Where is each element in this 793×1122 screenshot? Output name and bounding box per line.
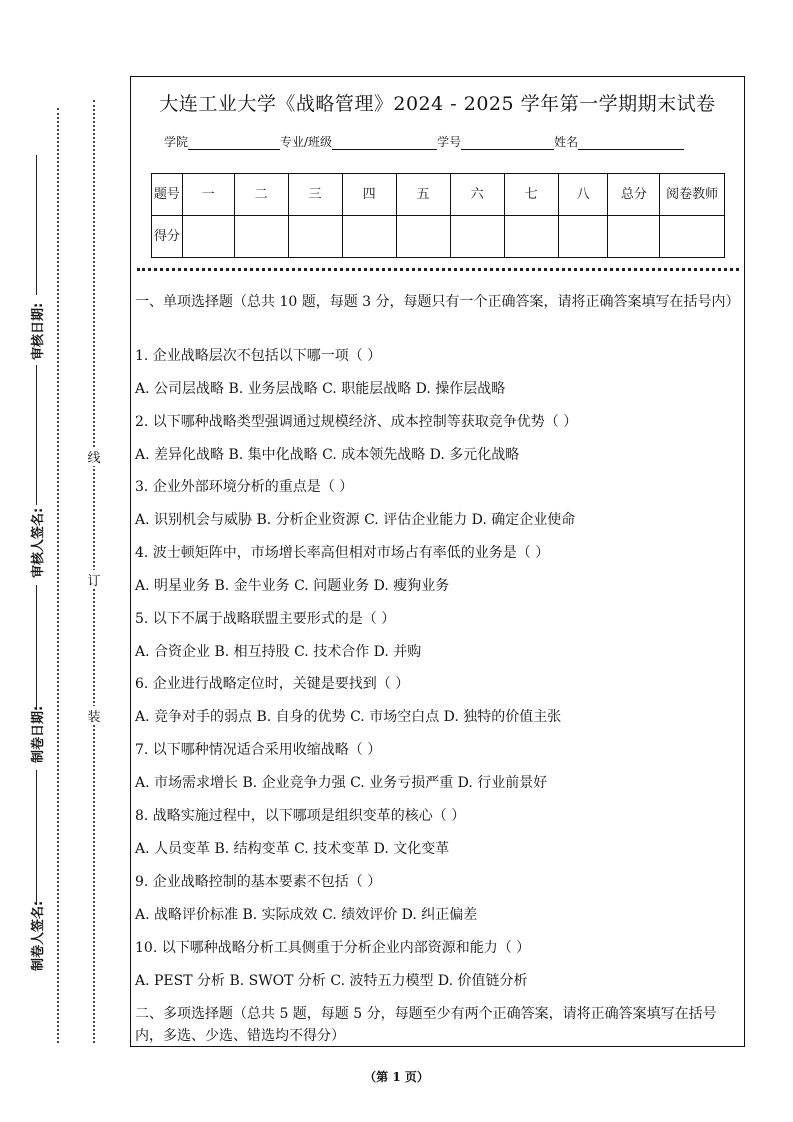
section1-heading: 一、单项选择题（总共 10 题，每题 3 分，每题只有一个正确答案，请将正确答案填写在括号内） xyxy=(135,294,740,310)
score-cell-8[interactable] xyxy=(558,216,608,258)
binding-dotted-line-outer xyxy=(57,108,59,1043)
exam-frame xyxy=(130,76,745,1047)
col-4: 四 xyxy=(342,174,396,216)
score-cell-5[interactable] xyxy=(396,216,450,258)
question-3: 3. 企业外部环境分析的重点是（ ） xyxy=(135,479,354,495)
question-6: 6. 企业进行战略定位时，关键是要找到（ ） xyxy=(135,676,410,692)
college-blank[interactable] xyxy=(188,136,280,150)
student-info-row xyxy=(164,133,684,150)
score-cell-3[interactable] xyxy=(288,216,342,258)
score-cell-1[interactable] xyxy=(182,216,234,258)
question-5: 5. 以下不属于战略联盟主要形式的是（ ） xyxy=(135,611,396,627)
section2-heading: 二、多项选择题（总共 5 题，每题 5 分，每题至少有两个正确答案，请将正确答案填写在括号内，多选、少选、错选均不得分） xyxy=(135,1006,717,1044)
question-10: 10. 以下哪种战略分析工具侧重于分析企业内部资源和能力（ ） xyxy=(135,940,531,956)
question-4: 4. 波士顿矩阵中，市场增长率高但相对市场占有率低的业务是（ ） xyxy=(135,545,550,561)
col-6: 六 xyxy=(450,174,504,216)
options-5: A. 合资企业 B. 相互持股 C. 技术合作 D. 并购 xyxy=(135,644,422,660)
signature-line-audit-date xyxy=(36,155,37,295)
options-2: A. 差异化战略 B. 集中化战略 C. 成本领先战略 D. 多元化战略 xyxy=(135,447,520,463)
binding-word-mount: 装 xyxy=(84,706,104,725)
score-cell-2[interactable] xyxy=(234,216,288,258)
options-6: A. 竞争对手的弱点 B. 自身的优势 C. 市场空白点 D. 独特的价值主张 xyxy=(135,709,562,725)
page-number: （第 1 页） xyxy=(364,1070,429,1084)
score-table xyxy=(151,173,725,258)
question-number-label: 题号 xyxy=(152,174,183,216)
question-2: 2. 以下哪种战略类型强调通过规模经济、成本控制等获取竞争优势（ ） xyxy=(135,414,578,430)
field-label-student-id: 学号 xyxy=(437,135,462,149)
score-label: 得分 xyxy=(152,216,183,258)
question-1: 1. 企业战略层次不包括以下哪一项（ ） xyxy=(135,348,382,364)
col-grader: 阅卷教师 xyxy=(660,174,725,216)
name-blank[interactable] xyxy=(578,136,684,150)
col-total: 总分 xyxy=(608,174,660,216)
question-8: 8. 战略实施过程中，以下哪项是组织变革的核心（ ） xyxy=(135,808,466,824)
col-5: 五 xyxy=(396,174,450,216)
col-8: 八 xyxy=(558,174,608,216)
audit-date-label: 审核日期: xyxy=(31,302,46,360)
field-label-major-class: 专业/班级 xyxy=(280,135,333,149)
options-4: A. 明星业务 B. 金牛业务 C. 问题业务 D. 瘦狗业务 xyxy=(135,578,450,594)
prep-date-label: 制卷日期: xyxy=(31,705,46,763)
score-cell-7[interactable] xyxy=(504,216,558,258)
col-7: 七 xyxy=(504,174,558,216)
score-cell-total[interactable] xyxy=(608,216,660,258)
preparer-signature-label: 制卷人签名: xyxy=(31,900,46,971)
signature-line-auditor xyxy=(36,365,37,505)
score-cell-4[interactable] xyxy=(342,216,396,258)
signature-line-prep-date xyxy=(36,585,37,710)
score-table-score-row xyxy=(152,216,725,258)
question-9: 9. 企业战略控制的基本要素不包括（ ） xyxy=(135,874,382,890)
options-10: A. PEST 分析 B. SWOT 分析 C. 波特五力模型 D. 价值链分析 xyxy=(135,973,528,989)
question-7: 7. 以下哪种情况适合采用收缩战略（ ） xyxy=(135,742,382,758)
score-cell-6[interactable] xyxy=(450,216,504,258)
col-1: 一 xyxy=(182,174,234,216)
options-8: A. 人员变革 B. 结构变革 C. 技术变革 D. 文化变革 xyxy=(135,841,450,857)
student-id-blank[interactable] xyxy=(461,136,554,150)
options-9: A. 战略评价标准 B. 实际成效 C. 绩效评价 D. 纠正偏差 xyxy=(135,907,478,923)
dotted-separator xyxy=(137,268,739,271)
col-3: 三 xyxy=(288,174,342,216)
field-label-name: 姓名 xyxy=(554,135,579,149)
major-class-blank[interactable] xyxy=(332,136,437,150)
binding-word-line: 线 xyxy=(84,447,104,466)
options-3: A. 识别机会与威胁 B. 分析企业资源 C. 评估企业能力 D. 确定企业使命 xyxy=(135,512,576,528)
options-1: A. 公司层战略 B. 业务层战略 C. 职能层战略 D. 操作层战略 xyxy=(135,381,506,397)
options-7: A. 市场需求增长 B. 企业竞争力强 C. 业务亏损严重 D. 行业前景好 xyxy=(135,775,548,791)
col-2: 二 xyxy=(234,174,288,216)
score-cell-grader[interactable] xyxy=(660,216,725,258)
binding-word-bind: 订 xyxy=(84,570,104,589)
auditor-signature-label: 审核人签名: xyxy=(31,507,46,578)
signature-line-preparer xyxy=(36,770,37,905)
exam-title: 大连工业大学《战略管理》2024 - 2025 学年第一学期期末试卷 xyxy=(159,93,716,115)
field-label-college: 学院 xyxy=(164,135,189,149)
score-table-header-row xyxy=(152,174,725,216)
